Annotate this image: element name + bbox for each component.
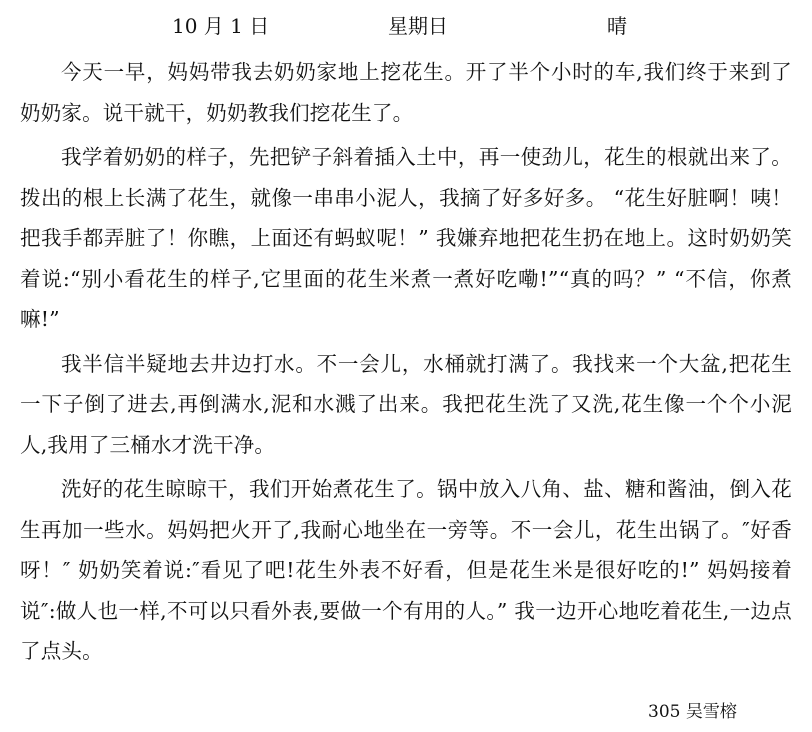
diary-body [20,52,792,676]
diary-date: 10 月 1 日 [172,14,270,38]
diary-header [0,12,812,40]
diary-weekday: 星期日 [388,14,448,38]
author-signature: 305 吴雪榕 [648,702,737,722]
diary-weather: 晴 [607,14,627,38]
paragraph-1: 今天一早，妈妈带我去奶奶家地上挖花生。开了半个小时的车,我们终于来到了奶奶家。说干就干，奶奶教我们挖花生了。 [20,60,792,125]
paragraph-4: 洗好的花生晾晾干，我们开始煮花生了。锅中放入八角、盐、糖和酱油，倒入花生再加一些水。妈妈把火开了,我耐心地坐在一旁等。不一会儿，花生出锅了。″好香呀！″ 奶奶笑着说:″看见了吧!花生外表不好看，但是花生米是很好吃的!” 妈妈接着说″:做人也一样,不可以只看外表,要做一个有用的人。” 我一边开心地吃着花生,一边点了点头。 [20,477,792,663]
paragraph-2: 我学着奶奶的样子，先把铲子斜着插入土中，再一使劲儿，花生的根就出来了。拨出的根上长满了花生，就像一串串小泥人，我摘了好多好多。 “花生好脏啊！咦！把我手都弄脏了！你瞧，上面还有蚂蚁呢！” 我嫌弃地把花生扔在地上。这时奶奶笑着说:“别小看花生的样子,它里面的花生米煮一煮好吃嘞!”“真的吗？” “不信，你煮嘛!” [20,145,792,331]
paragraph-3: 我半信半疑地去井边打水。不一会儿，水桶就打满了。我找来一个大盆,把花生一下子倒了进去,再倒满水,泥和水溅了出来。我把花生洗了又洗,花生像一个个小泥人,我用了三桶水才洗干净。 [20,351,792,457]
